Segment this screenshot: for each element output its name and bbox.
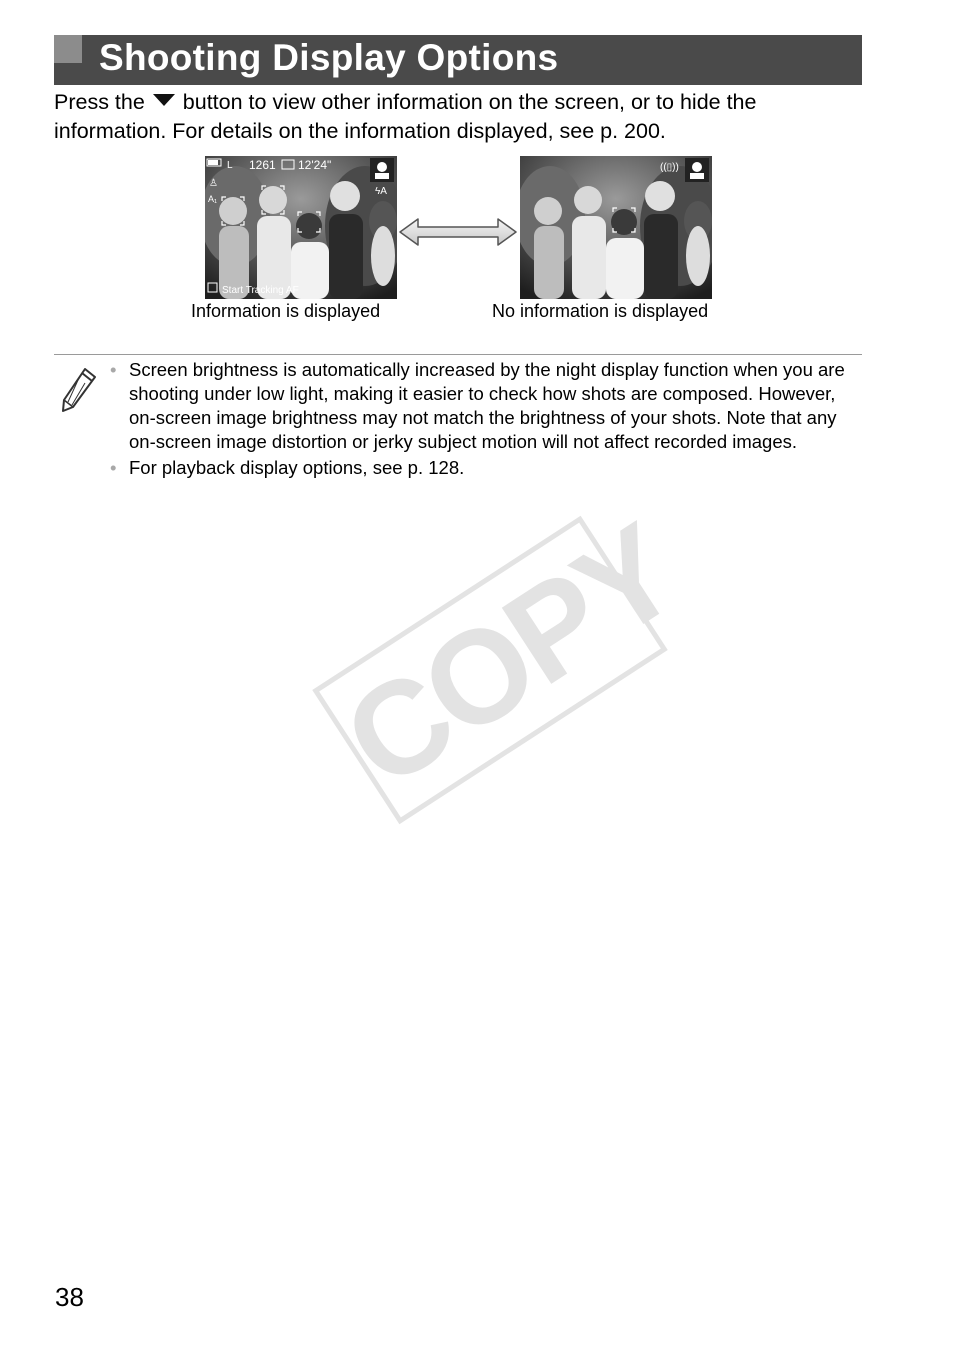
svg-text:♙: ♙ xyxy=(209,178,218,189)
notes-list xyxy=(108,358,858,482)
svg-text:A₁: A₁ xyxy=(208,194,218,204)
pencil-icon xyxy=(58,366,98,414)
shots-remaining: 1261 xyxy=(249,158,276,172)
note-item: • For playback display options, see p. 128. xyxy=(108,456,858,480)
screen-with-info-image xyxy=(205,156,397,299)
screen-no-info-image xyxy=(520,156,712,299)
caption-no-info-displayed: No information is displayed xyxy=(492,301,709,321)
down-triangle-icon xyxy=(153,94,175,106)
page-number: 38 xyxy=(55,1282,84,1312)
note-item: • Screen brightness is automatically increased by the night display function when you are shooting under low light, making it easier to check how shots are composed. However, on-screen image brightness may not match the brightness of your shots. Note that any on-screen image distortion or jerky subject motion will not affect recorded images. xyxy=(108,358,858,454)
title-square-icon xyxy=(54,35,82,63)
section-divider xyxy=(54,354,862,355)
intro-text-end: button to view other information on the screen, or to hide the information. For details on the information displayed, see p. 200. xyxy=(54,90,757,143)
tracking-af-label: Start Tracking AF xyxy=(222,285,299,296)
svg-text:ϟA: ϟA xyxy=(375,186,387,197)
intro-text-start: Press the xyxy=(54,90,145,114)
intro-paragraph xyxy=(54,88,864,146)
copy-watermark: COPY xyxy=(312,516,668,824)
double-arrow-icon xyxy=(398,216,520,248)
caption-info-displayed: Information is displayed xyxy=(191,301,381,321)
page-title: Shooting Display Options xyxy=(99,37,559,78)
svg-text:((▯)): ((▯)) xyxy=(660,162,679,173)
section-title-bar xyxy=(54,35,862,85)
svg-text:L: L xyxy=(227,160,233,171)
time-remaining: 12'24" xyxy=(298,158,332,172)
